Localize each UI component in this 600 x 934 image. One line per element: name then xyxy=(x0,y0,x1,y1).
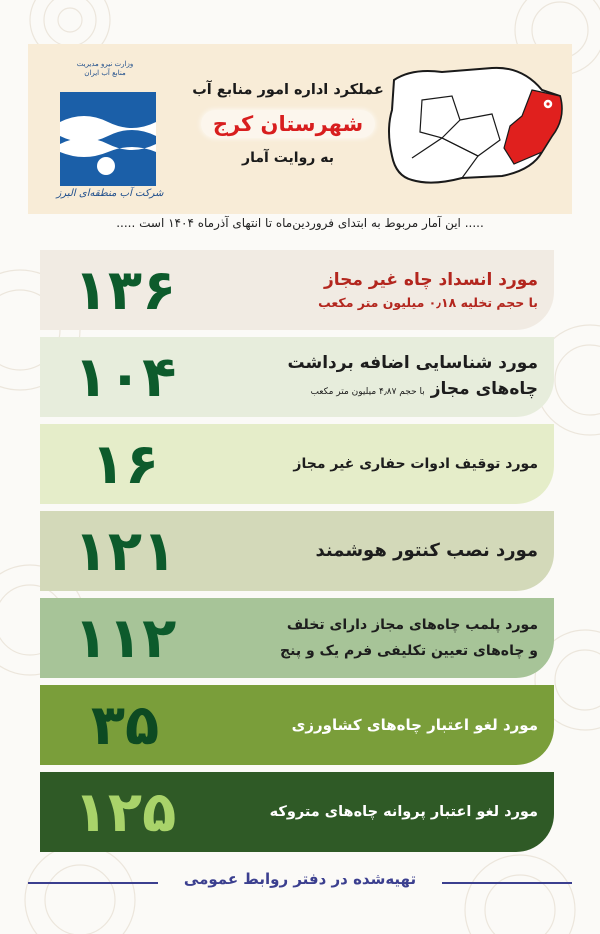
stat-label: مورد لغو اعتبار چاه‌های کشاورزی xyxy=(291,716,538,734)
stat-label-line2: و چاه‌های تعیین تکلیفی فرم یک و پنج xyxy=(280,643,538,659)
stat-description xyxy=(210,612,554,664)
period-note: ..... این آمار مربوط به ابتدای فروردین‌ماه تا انتهای آذرماه ۱۴۰۴ است ..... xyxy=(116,216,484,230)
stat-row-agricultural-well-revocation xyxy=(40,685,554,765)
stat-number: ۱۳۶ xyxy=(73,257,177,323)
header-city-name: شهرستان کرج xyxy=(201,110,375,138)
stat-row-abandoned-well-license-revocation xyxy=(40,772,554,852)
stat-number: ۱۶ xyxy=(90,431,160,497)
stat-sublabel: با حجم تخلیه ۰٫۱۸ میلیون متر مکعب xyxy=(318,295,538,310)
stat-row-overdraft-detection xyxy=(40,337,554,417)
logo-caption-top: وزارت نیرو مدیریت منابع آب ایران xyxy=(76,60,134,77)
stat-description xyxy=(210,267,554,313)
water-company-logo-icon xyxy=(60,92,156,186)
stat-row-drilling-equipment-seizure xyxy=(40,424,554,504)
stat-label-line2: چاه‌های مجاز xyxy=(430,378,538,399)
stat-label: مورد انسداد چاه غیر مجاز xyxy=(324,270,538,290)
stat-label: مورد لغو اعتبار پروانه چاه‌های متروکه xyxy=(269,804,538,820)
organization-logo xyxy=(40,58,180,208)
stat-row-well-closure xyxy=(40,250,554,330)
stat-sublabel: با حجم ۴٫۸۷ میلیون متر مکعب xyxy=(310,386,425,397)
county-map-icon xyxy=(382,60,572,200)
stat-label: مورد پلمب چاه‌های مجاز دارای تخلف xyxy=(286,617,538,633)
header-title: عملکرد اداره امور منابع آب xyxy=(192,82,384,98)
stat-description xyxy=(210,799,554,825)
stat-number: ۱۱۲ xyxy=(73,605,177,671)
stat-number: ۱۰۴ xyxy=(73,344,177,410)
stat-label: مورد توقیف ادوات حفاری غیر مجاز xyxy=(293,456,538,472)
stat-description xyxy=(210,350,554,405)
header-banner xyxy=(28,44,572,214)
stat-label: مورد نصب کنتور هوشمند xyxy=(315,540,538,561)
footer xyxy=(28,868,572,898)
header-title-block xyxy=(178,64,398,166)
stat-number: ۱۲۱ xyxy=(73,518,177,584)
stat-row-smart-meter-install xyxy=(40,511,554,591)
header-subtitle: به روایت آمار xyxy=(242,150,334,166)
stat-label: مورد شناسایی اضافه برداشت xyxy=(287,352,538,373)
logo-caption-bottom: شرکت آب منطقه‌ای البرز xyxy=(56,188,164,199)
stat-number: ۱۲۵ xyxy=(73,779,177,845)
stat-description xyxy=(210,712,554,738)
stat-description xyxy=(210,451,554,477)
stat-description xyxy=(210,538,554,564)
footer-credit: تهیه‌شده در دفتر روابط عمومی xyxy=(183,870,417,888)
stat-row-well-sealing xyxy=(40,598,554,678)
stat-number: ۳۵ xyxy=(90,692,160,758)
